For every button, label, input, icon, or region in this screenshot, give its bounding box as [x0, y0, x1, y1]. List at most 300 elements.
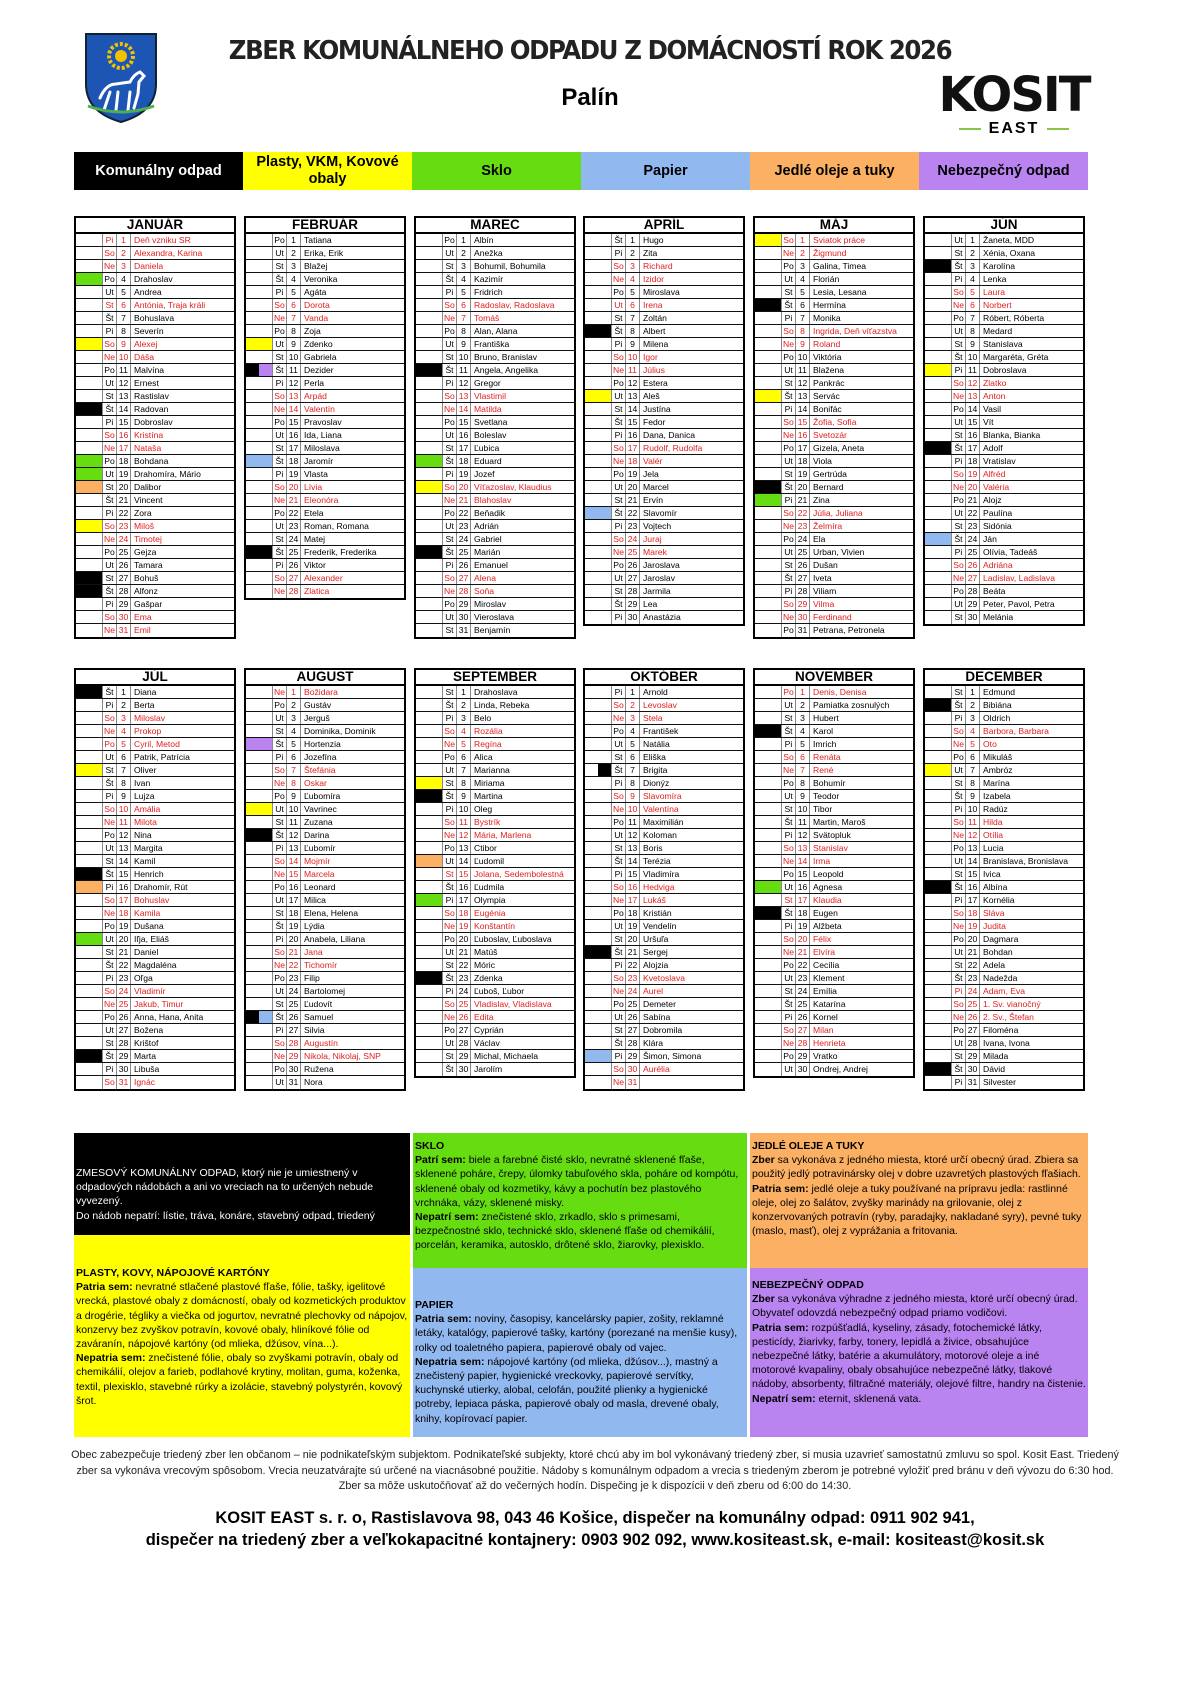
weekday: St [102, 481, 116, 493]
collection-marker [416, 829, 442, 841]
day-number: 22 [965, 507, 979, 519]
weekday: Ne [783, 765, 794, 775]
day-row [416, 403, 574, 416]
name-day: 1. Sv. vianočný [979, 998, 1083, 1010]
collection-marker [755, 855, 781, 867]
name-day: Vincent [130, 494, 234, 506]
weekday: So [102, 520, 116, 532]
collection-marker [246, 946, 272, 958]
collection-marker [585, 686, 611, 698]
name-day: Alexandra, Karina [130, 247, 234, 259]
weekday: Po [102, 1011, 116, 1023]
day-number: 28 [965, 1037, 979, 1049]
collection-marker [76, 1076, 102, 1089]
day-row [246, 959, 404, 972]
weekday: Ne [953, 739, 964, 749]
collection-marker [76, 803, 102, 815]
name-day: Klára [639, 1037, 743, 1049]
day-number: 18 [965, 907, 979, 919]
day-row [755, 624, 913, 637]
name-day: Valentína [639, 803, 743, 815]
name-day: Koloman [639, 829, 743, 841]
name-day: Cecília [809, 959, 913, 971]
weekday: Št [611, 416, 625, 428]
name-day: Lucia [979, 842, 1083, 854]
day-number: 4 [286, 725, 300, 737]
collection-marker [755, 338, 781, 350]
weekday: Ne [953, 300, 964, 310]
day-number: 10 [286, 351, 300, 363]
day-number: 31 [116, 1076, 130, 1089]
name-day: Ladislav, Ladislava [979, 572, 1083, 584]
name-day: Servác [809, 390, 913, 402]
day-row [755, 738, 913, 751]
weekday: Ne [274, 586, 285, 596]
weekday: St [951, 777, 965, 789]
weekday: Št [781, 299, 795, 311]
day-number: 4 [965, 273, 979, 285]
legend-item: Plasty, VKM, Kovové obaly [243, 152, 412, 190]
collection-marker [416, 842, 442, 854]
name-day: Natália [639, 738, 743, 750]
day-row [76, 1011, 234, 1024]
name-day: Gregor [470, 377, 574, 389]
info-nebezpecny: NEBEZPEČNÝ ODPAD Zber sa vykonáva výhradne z jedného miesta, ktoré určí obecný úrad. Obyvateľ odovzdá nebezpečný odpad priamo vodičovi. Patria sem: rozpúšťadlá, kyseliny, zásady, fotochemické látky, pesticídy, žiarivky, farby, tonery, lepidlá a živice, obsahujúce nebezpečné látky, batérie a akumulátory, motorové oleje a iné motorové kvapaliny, obaly obsahujúce nebezpečné látky, tlakové nádoby, absorbenty, filtračné materiály, olejové filtre, handry na čistenie. Nepatrí sem: eternit, sklenená vata. [750, 1268, 1088, 1437]
weekday: Pi [442, 894, 456, 906]
day-number: 19 [286, 920, 300, 932]
day-number: 15 [116, 416, 130, 428]
weekday: Ne [613, 895, 624, 905]
day-number: 10 [965, 803, 979, 815]
name-day: Florián [809, 273, 913, 285]
day-row [416, 598, 574, 611]
name-day: Vojtech [639, 520, 743, 532]
day-row [755, 260, 913, 273]
day-number: 17 [795, 894, 809, 906]
day-row [246, 234, 404, 247]
weekday: Ut [781, 881, 795, 893]
collection-marker [925, 1011, 951, 1023]
day-row [755, 364, 913, 377]
name-day: Iveta [809, 572, 913, 584]
day-row [76, 429, 234, 442]
day-row [76, 455, 234, 468]
weekday: So [951, 816, 965, 828]
day-row [76, 738, 234, 751]
weekday: Št [442, 699, 456, 711]
day-number: 13 [795, 390, 809, 402]
day-row [246, 455, 404, 468]
weekday: St [102, 946, 116, 958]
day-number: 11 [625, 364, 639, 376]
name-day: Milica [300, 894, 404, 906]
day-number: 3 [625, 260, 639, 272]
name-day: Ľubomíra [300, 790, 404, 802]
day-number: 20 [625, 933, 639, 945]
day-number: 4 [795, 273, 809, 285]
name-day: Ján [979, 533, 1083, 545]
day-row [246, 403, 404, 416]
collection-marker [755, 1011, 781, 1023]
weekday: St [781, 712, 795, 724]
weekday: Ut [272, 247, 286, 259]
weekday: Pi [781, 494, 795, 506]
name-day: Otília [979, 829, 1083, 841]
weekday: Št [272, 1011, 286, 1023]
day-row [585, 351, 743, 364]
day-row [76, 959, 234, 972]
name-day: Olívia, Tadeáš [979, 546, 1083, 558]
day-row [246, 325, 404, 338]
day-row [416, 416, 574, 429]
collection-marker [925, 712, 951, 724]
month-calendar [244, 216, 406, 600]
weekday: Pi [442, 712, 456, 724]
weekday: Ne [104, 534, 115, 544]
collection-marker [755, 1037, 781, 1049]
day-number: 7 [625, 764, 639, 776]
name-day: Miloš [130, 520, 234, 532]
weekday: So [781, 842, 795, 854]
day-number: 5 [116, 286, 130, 298]
day-number: 5 [965, 286, 979, 298]
weekday: Ut [102, 377, 116, 389]
weekday: St [442, 868, 456, 880]
collection-marker [246, 881, 272, 893]
name-day: Vladimíra [639, 868, 743, 880]
collection-marker [755, 429, 781, 441]
day-number: 16 [456, 881, 470, 893]
day-number: 14 [456, 403, 470, 415]
name-day: Ctibor [470, 842, 574, 854]
weekday: Po [781, 686, 795, 698]
day-number: 5 [286, 738, 300, 750]
collection-marker [755, 611, 781, 623]
weekday: Pi [442, 803, 456, 815]
day-row [585, 959, 743, 972]
name-day: Emanuel [470, 559, 574, 571]
collection-marker [76, 894, 102, 906]
weekday: Pi [951, 364, 965, 376]
name-day: Alfréd [979, 468, 1083, 480]
name-day: Lýdia [300, 920, 404, 932]
weekday: Pi [781, 738, 795, 750]
weekday: Pi [781, 1011, 795, 1023]
collection-marker [416, 699, 442, 711]
day-row [246, 699, 404, 712]
name-day: Sláva [979, 907, 1083, 919]
collection-marker [585, 712, 611, 724]
name-day: Vladislav, Vladislava [470, 998, 574, 1010]
day-number: 3 [456, 260, 470, 272]
day-number: 31 [625, 1076, 639, 1089]
day-number: 30 [116, 1063, 130, 1075]
collection-marker [925, 894, 951, 906]
weekday: Št [951, 351, 965, 363]
name-day: Adrián [470, 520, 574, 532]
weekday: Ne [274, 313, 285, 323]
weekday: St [951, 338, 965, 350]
weekday: Št [781, 481, 795, 493]
name-day: Slavomír [639, 507, 743, 519]
weekday: St [272, 442, 286, 454]
day-row [755, 468, 913, 481]
day-number: 18 [625, 455, 639, 467]
day-number: 6 [795, 751, 809, 763]
contact-info [70, 1507, 1120, 1551]
day-row [925, 738, 1083, 751]
weekday: Pi [781, 920, 795, 932]
day-number: 5 [795, 286, 809, 298]
collection-marker [755, 712, 781, 724]
collection-marker [76, 855, 102, 867]
name-day: Júlia, Juliana [809, 507, 913, 519]
day-number: 9 [286, 338, 300, 350]
weekday: Ne [274, 960, 285, 970]
collection-marker [755, 803, 781, 815]
name-day: Vanda [300, 312, 404, 324]
name-day: Bibiána [979, 699, 1083, 711]
name-day: Adriána [979, 559, 1083, 571]
collection-marker [585, 494, 611, 506]
day-number: 2 [286, 247, 300, 259]
collection-marker [755, 299, 781, 311]
collection-marker [416, 325, 442, 337]
collection-marker [925, 416, 951, 428]
day-number: 29 [625, 1050, 639, 1062]
collection-marker [416, 790, 442, 802]
day-number: 1 [456, 234, 470, 246]
collection-marker [755, 907, 781, 919]
collection-marker [925, 764, 951, 776]
day-number: 4 [965, 725, 979, 737]
weekday: Pi [951, 712, 965, 724]
collection-marker [585, 390, 611, 402]
weekday: So [781, 933, 795, 945]
day-number: 19 [625, 468, 639, 480]
day-number: 22 [286, 507, 300, 519]
day-row [925, 985, 1083, 998]
day-row [925, 998, 1083, 1011]
weekday: Pi [102, 507, 116, 519]
name-day: Ferdinand [809, 611, 913, 623]
name-day: Olympia [470, 894, 574, 906]
day-row [76, 546, 234, 559]
weekday: So [951, 998, 965, 1010]
weekday: Po [272, 507, 286, 519]
day-row [76, 1037, 234, 1050]
day-number: 17 [456, 442, 470, 454]
collection-marker [925, 468, 951, 480]
name-day: Estera [639, 377, 743, 389]
name-day: Monika [809, 312, 913, 324]
collection-marker [925, 481, 951, 493]
collection-marker [925, 260, 951, 272]
weekday: Št [442, 546, 456, 558]
collection-marker [246, 751, 272, 763]
name-day: Ondrej, Andrej [809, 1063, 913, 1076]
collection-marker [585, 959, 611, 971]
name-day: Etela [300, 507, 404, 519]
name-day: Jela [639, 468, 743, 480]
name-day: Bohumír [809, 777, 913, 789]
day-row [585, 299, 743, 312]
weekday: Ne [444, 586, 455, 596]
collection-marker [585, 816, 611, 828]
name-day: Nora [300, 1076, 404, 1089]
day-row [585, 738, 743, 751]
day-row [76, 468, 234, 481]
name-day: Zoltán [639, 312, 743, 324]
day-number: 27 [625, 572, 639, 584]
name-day: Jaroslav [639, 572, 743, 584]
day-number: 4 [116, 273, 130, 285]
collection-marker [416, 738, 442, 750]
collection-marker [76, 546, 102, 558]
day-number: 10 [965, 351, 979, 363]
collection-marker [925, 442, 951, 454]
collection-marker [925, 972, 951, 984]
name-day: Imrich [809, 738, 913, 750]
weekday: Ne [274, 1051, 285, 1061]
day-row [925, 585, 1083, 598]
day-row [246, 390, 404, 403]
day-row [585, 403, 743, 416]
day-row [755, 416, 913, 429]
day-row [925, 234, 1083, 247]
collection-marker [246, 842, 272, 854]
day-number: 29 [456, 598, 470, 610]
day-number: 24 [965, 533, 979, 545]
name-day: Dionýz [639, 777, 743, 789]
month-name: JANUÁR [76, 218, 234, 234]
day-number: 29 [625, 598, 639, 610]
weekday: Št [951, 1063, 965, 1075]
collection-marker [246, 429, 272, 441]
day-number: 15 [965, 416, 979, 428]
day-row [246, 1024, 404, 1037]
day-number: 27 [116, 572, 130, 584]
name-day: Mária, Marlena [470, 829, 574, 841]
weekday: St [272, 907, 286, 919]
weekday: St [951, 611, 965, 624]
weekday: Ne [783, 339, 794, 349]
collection-marker [925, 273, 951, 285]
collection-marker [246, 442, 272, 454]
weekday: So [442, 299, 456, 311]
name-day: Peter, Pavol, Petra [979, 598, 1083, 610]
collection-marker [755, 1063, 781, 1076]
legend-item: Jedlé oleje a tuky [750, 152, 919, 190]
day-number: 9 [286, 790, 300, 802]
name-day: Sabína [639, 1011, 743, 1023]
collection-marker [76, 507, 102, 519]
weekday: Št [272, 920, 286, 932]
day-number: 17 [625, 442, 639, 454]
name-day: Melánia [979, 611, 1083, 624]
collection-marker [416, 998, 442, 1010]
collection-marker [246, 416, 272, 428]
day-row [925, 803, 1083, 816]
name-day: Dobromila [639, 1024, 743, 1036]
day-row [585, 699, 743, 712]
name-day: Viliam [809, 585, 913, 597]
day-number: 20 [286, 933, 300, 945]
collection-marker [925, 429, 951, 441]
name-day: Denis, Denisa [809, 686, 913, 698]
weekday: Ne [953, 1012, 964, 1022]
name-day: Leonard [300, 881, 404, 893]
weekday: So [272, 1037, 286, 1049]
weekday: Ut [272, 338, 286, 350]
name-day: Cyprián [470, 1024, 574, 1036]
name-day: Dezider [300, 364, 404, 376]
collection-marker [416, 312, 442, 324]
day-row [246, 585, 404, 598]
name-day: Gustáv [300, 699, 404, 711]
day-row [925, 299, 1083, 312]
collection-marker [755, 1050, 781, 1062]
day-number: 12 [965, 829, 979, 841]
name-day: Deň vzniku SR [130, 234, 234, 246]
weekday: Št [611, 325, 625, 337]
collection-marker [246, 299, 272, 311]
day-number: 27 [456, 1024, 470, 1036]
day-row [925, 790, 1083, 803]
day-number: 19 [965, 920, 979, 932]
collection-marker [246, 920, 272, 932]
weekday: Št [272, 273, 286, 285]
day-row [755, 390, 913, 403]
day-row [246, 520, 404, 533]
collection-marker [755, 686, 781, 698]
name-day: Pankrác [809, 377, 913, 389]
collection-marker [925, 572, 951, 584]
collection-marker [76, 959, 102, 971]
day-row [246, 559, 404, 572]
weekday: Št [272, 829, 286, 841]
weekday: So [272, 572, 286, 584]
day-row [755, 699, 913, 712]
collection-marker [925, 985, 951, 997]
name-day: Milada [979, 1050, 1083, 1062]
day-row [755, 764, 913, 777]
name-day: Lenka [979, 273, 1083, 285]
weekday: Po [442, 842, 456, 854]
collection-marker [76, 1024, 102, 1036]
weekday: Pi [951, 985, 965, 997]
name-day: Anton [979, 390, 1083, 402]
weekday: Št [951, 442, 965, 454]
collection-marker [925, 312, 951, 324]
logo-sub: EAST [988, 120, 1040, 137]
day-number: 8 [456, 777, 470, 789]
day-number: 18 [456, 907, 470, 919]
name-day: Drahoslav [130, 273, 234, 285]
day-number: 6 [286, 751, 300, 763]
day-number: 18 [116, 455, 130, 467]
day-number: 24 [286, 533, 300, 545]
day-number: 5 [795, 738, 809, 750]
name-day: Jana [300, 946, 404, 958]
day-row [416, 234, 574, 247]
weekday: So [781, 598, 795, 610]
name-day: Ema [130, 611, 234, 623]
collection-marker [246, 351, 272, 363]
weekday: Ne [613, 547, 624, 557]
day-row [925, 1063, 1083, 1076]
day-number: 27 [456, 572, 470, 584]
